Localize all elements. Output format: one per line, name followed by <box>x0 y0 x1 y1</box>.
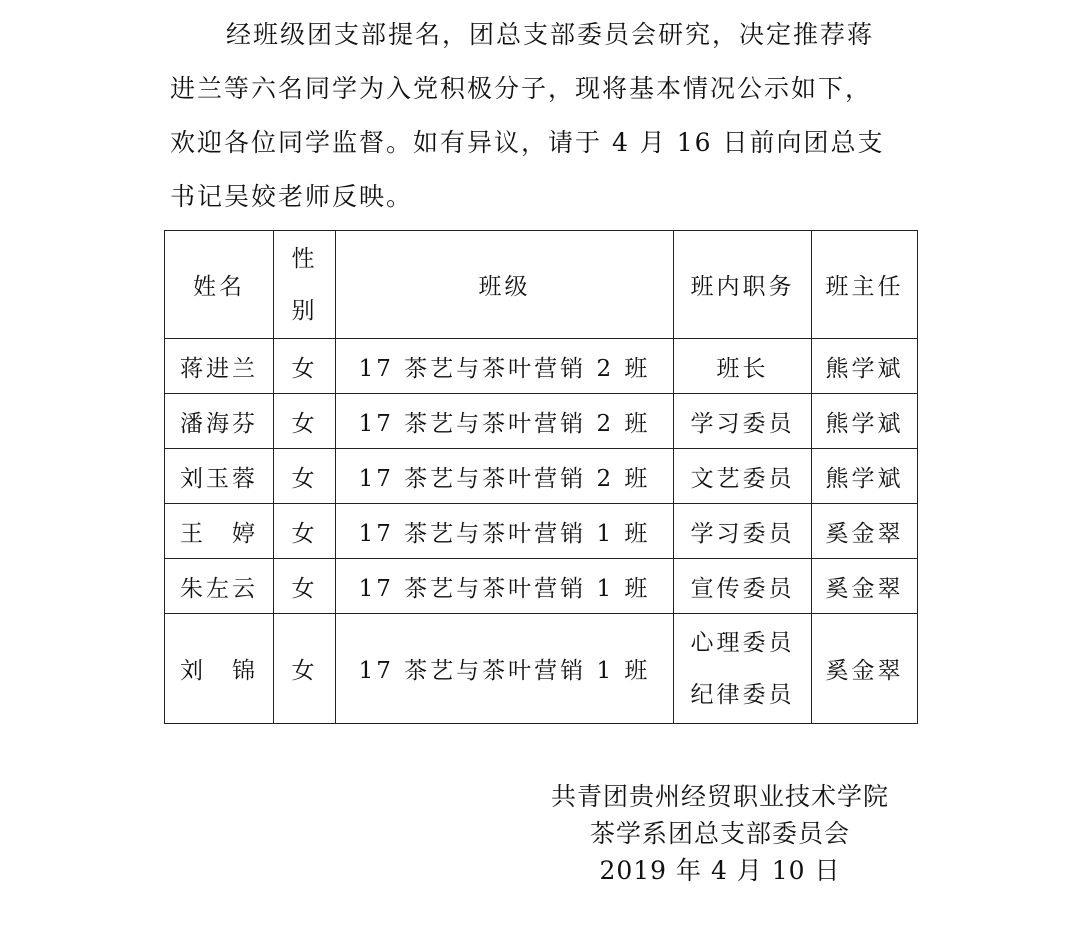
cell-gender: 女 <box>274 504 336 559</box>
cell-position: 宣传委员 <box>674 559 812 614</box>
signature-block <box>520 778 920 889</box>
header-gender <box>274 231 336 339</box>
notice-paragraph <box>170 8 915 224</box>
position-line: 心理委员 <box>690 629 795 656</box>
candidate-table <box>164 230 918 724</box>
header-teacher: 班主任 <box>812 231 918 339</box>
cell-teacher: 奚金翠 <box>812 614 918 724</box>
table-row <box>165 449 918 504</box>
table-row <box>165 504 918 559</box>
table-row <box>165 339 918 394</box>
cell-teacher: 奚金翠 <box>812 504 918 559</box>
cell-position: 学习委员 <box>674 394 812 449</box>
header-position: 班内职务 <box>674 231 812 339</box>
header-class: 班级 <box>336 231 674 339</box>
table-row <box>165 394 918 449</box>
position-line: 纪律委员 <box>690 681 795 708</box>
notice-line: 进兰等六名同学为入党积极分子，现将基本情况公示如下， <box>170 74 873 103</box>
cell-class: 17 茶艺与茶叶营销 1 班 <box>336 559 674 614</box>
signature-org: 共青团贵州经贸职业技术学院 <box>550 782 889 811</box>
cell-teacher: 熊学斌 <box>812 449 918 504</box>
cell-name: 王 婷 <box>165 504 274 559</box>
cell-class: 17 茶艺与茶叶营销 1 班 <box>336 614 674 724</box>
header-gender-label: 性别 <box>291 245 318 324</box>
table-row <box>165 614 918 724</box>
signature-date: 2019 年 4 月 10 日 <box>599 856 841 885</box>
cell-gender: 女 <box>274 614 336 724</box>
table-row <box>165 559 918 614</box>
notice-line: 欢迎各位同学监督。如有异议，请于 4 月 16 日前向团总支 <box>170 128 885 157</box>
cell-position: 班长 <box>674 339 812 394</box>
cell-teacher: 熊学斌 <box>812 394 918 449</box>
cell-name: 刘 锦 <box>165 614 274 724</box>
cell-gender: 女 <box>274 339 336 394</box>
notice-line: 书记吴姣老师反映。 <box>170 182 414 211</box>
cell-gender: 女 <box>274 449 336 504</box>
cell-class: 17 茶艺与茶叶营销 2 班 <box>336 449 674 504</box>
cell-position: 学习委员 <box>674 504 812 559</box>
notice-line: 经班级团支部提名，团总支部委员会研究，决定推荐蒋 <box>226 20 875 49</box>
cell-name: 潘海芬 <box>165 394 274 449</box>
cell-name: 蒋进兰 <box>165 339 274 394</box>
cell-position <box>674 614 812 724</box>
signature-dept: 茶学系团总支部委员会 <box>589 819 850 848</box>
table-header-row <box>165 231 918 339</box>
cell-name: 朱左云 <box>165 559 274 614</box>
header-name: 姓名 <box>165 231 274 339</box>
cell-class: 17 茶艺与茶叶营销 1 班 <box>336 504 674 559</box>
cell-position: 文艺委员 <box>674 449 812 504</box>
cell-gender: 女 <box>274 559 336 614</box>
cell-gender: 女 <box>274 394 336 449</box>
cell-teacher: 熊学斌 <box>812 339 918 394</box>
cell-class: 17 茶艺与茶叶营销 2 班 <box>336 394 674 449</box>
cell-class: 17 茶艺与茶叶营销 2 班 <box>336 339 674 394</box>
cell-name: 刘玉蓉 <box>165 449 274 504</box>
cell-teacher: 奚金翠 <box>812 559 918 614</box>
